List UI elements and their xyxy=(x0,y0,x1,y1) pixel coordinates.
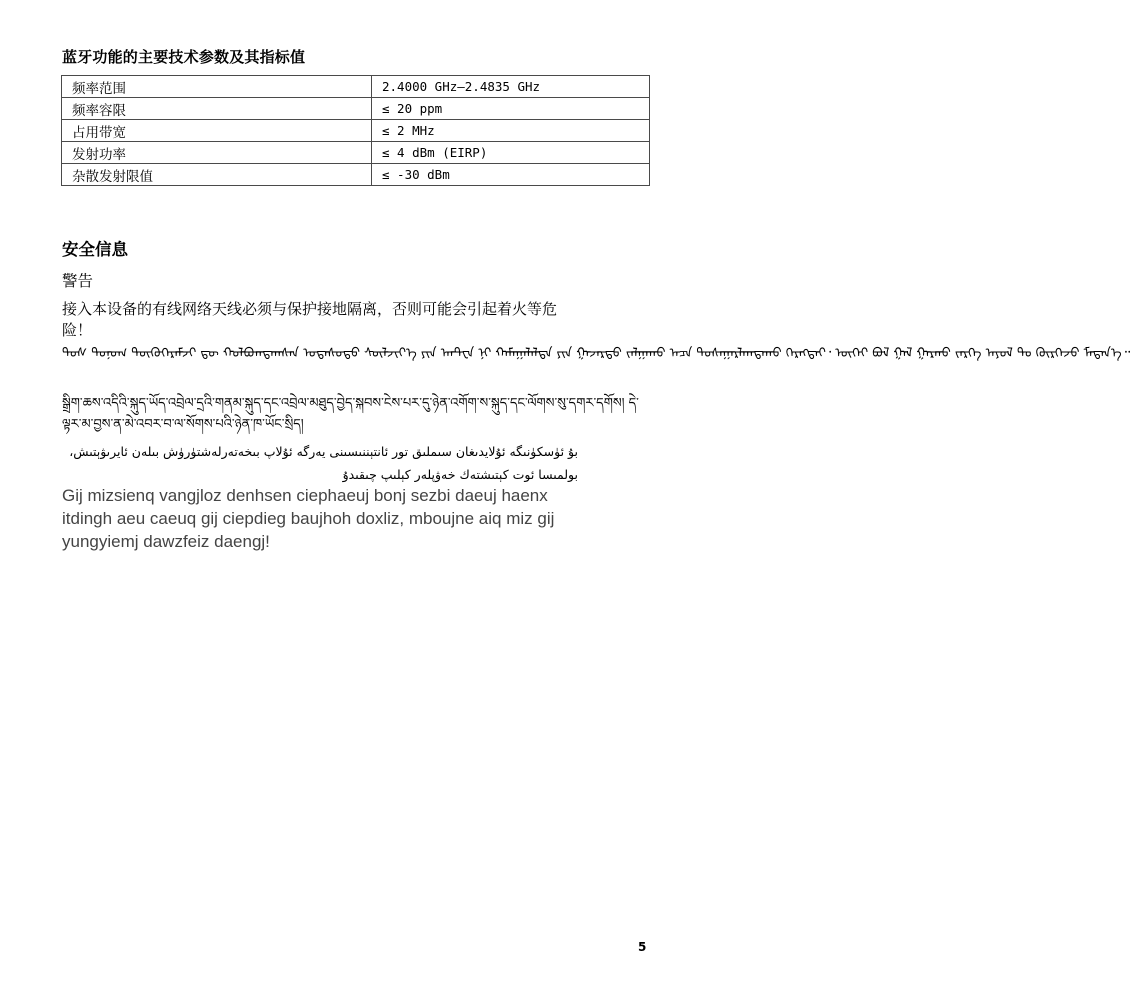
warning-text-tibetan: སྒྲིག་ཆས་འདིའི་སྐུད་ཡོད་འབྲེལ་དྲའི་གནམ་སྐུད་དང་འབྲེལ་མཐུད་བྱེད་སྐབས་ངེས་པར་དུ་ཉེན་འགོག་ས་སྐུད་དང་ལོགས་སུ་དགར་དགོས། དེ་ལྟར་མ་བྱས་ན་མེ་འབར་བ་ལ་སོགས་པའི་ཉེན་ཁ་ཡོང་སྲིད། xyxy=(62,396,639,432)
warning-text-uyghur: بۇ ئۈسكۈنىگە ئۇلايدىغان سىملىق تور ئانتېننىسىنى يەرگە ئۇلاپ بىخەتەرلەشتۈرۈش بىلەن ئايرىۋېتىش، بولمىسا ئوت كېتىشتەك خەۋپلەر كېلىپ چىقىدۇ xyxy=(69,444,578,482)
value-cell: ≤ 2 MHz xyxy=(372,120,650,142)
page-number: 5 xyxy=(638,940,647,954)
table-row xyxy=(62,120,650,142)
value-cell: 2.4000 GHz–2.4835 GHz xyxy=(372,76,650,98)
table-row xyxy=(62,142,650,164)
value-cell: ≤ 20 ppm xyxy=(372,98,650,120)
table-row xyxy=(62,76,650,98)
param-cell: 频率容限 xyxy=(62,98,372,120)
table-row xyxy=(62,164,650,186)
value-cell: ≤ 4 dBm (EIRP) xyxy=(372,142,650,164)
warning-text-zhuang: Gij mizsienq vangjloz denhsen ciephaeuj bonj sezbi daeuj haenx itdingh aeu caeuq gij ciepdieg baujhoh doxliz, mboujne aiq miz gij yungyiemj dawzfeiz daengj! xyxy=(62,486,555,551)
warning-heading: 警告 xyxy=(62,272,94,290)
spec-table xyxy=(61,75,650,186)
param-cell: 发射功率 xyxy=(62,142,372,164)
table-row xyxy=(62,98,650,120)
safety-info-heading: 安全信息 xyxy=(62,240,128,259)
warning-text-chinese: 接入本设备的有线网络天线必须与保护接地隔离，否则可能会引起着火等危险！ xyxy=(62,300,558,339)
warning-text-mongolian: ᠲᠤᠰ ᠲᠣᠨᠣᠭ ᠲᠥᠬᠦᠭᠡᠷᠡᠮᠵᠢ ᠳᠦ ᠬᠣᠯᠪᠣᠭᠳᠠᠭᠰᠠᠨ ᠤᠲᠠᠰᠤᠲᠤ ᠰᠦᠯᠵᠢᠶ᠎ᠡ ᠶᠢᠨ ᠠᠨᠲ᠋ᠸᠨ ᠨᠢ ᠬᠠᠮᠠᠭᠠᠯᠠᠯᠲᠠ ᠶᠢᠨ ᠭᠠᠵᠠᠷᠲᠤ ᠵᠠᠯᠭᠠᠬᠤ ᠠᠴᠠ ᠲᠤᠰᠠᠭᠠᠷᠯᠠᠭᠳᠠᠬᠤ ᠬᠡᠷᠡᠭᠲᠡᠢ᠂ ᠦᠭᠡᠢ ᠪᠣᠯ ᠭᠠᠯ ᠭᠠᠷᠬᠤ ᠵᠡᠷᠭᠡ ᠠᠶᠤᠯ ᠲᠤ ᠬᠦᠷᠭᠡᠵᠦ ᠮᠡᠳᠡᠨ᠎ᠡ᠃ xyxy=(62,346,1130,361)
param-cell: 频率范围 xyxy=(62,76,372,98)
param-cell: 杂散发射限值 xyxy=(62,164,372,186)
value-cell: ≤ -30 dBm xyxy=(372,164,650,186)
param-cell: 占用带宽 xyxy=(62,120,372,142)
spec-table-title: 蓝牙功能的主要技术参数及其指标值 xyxy=(62,48,306,66)
